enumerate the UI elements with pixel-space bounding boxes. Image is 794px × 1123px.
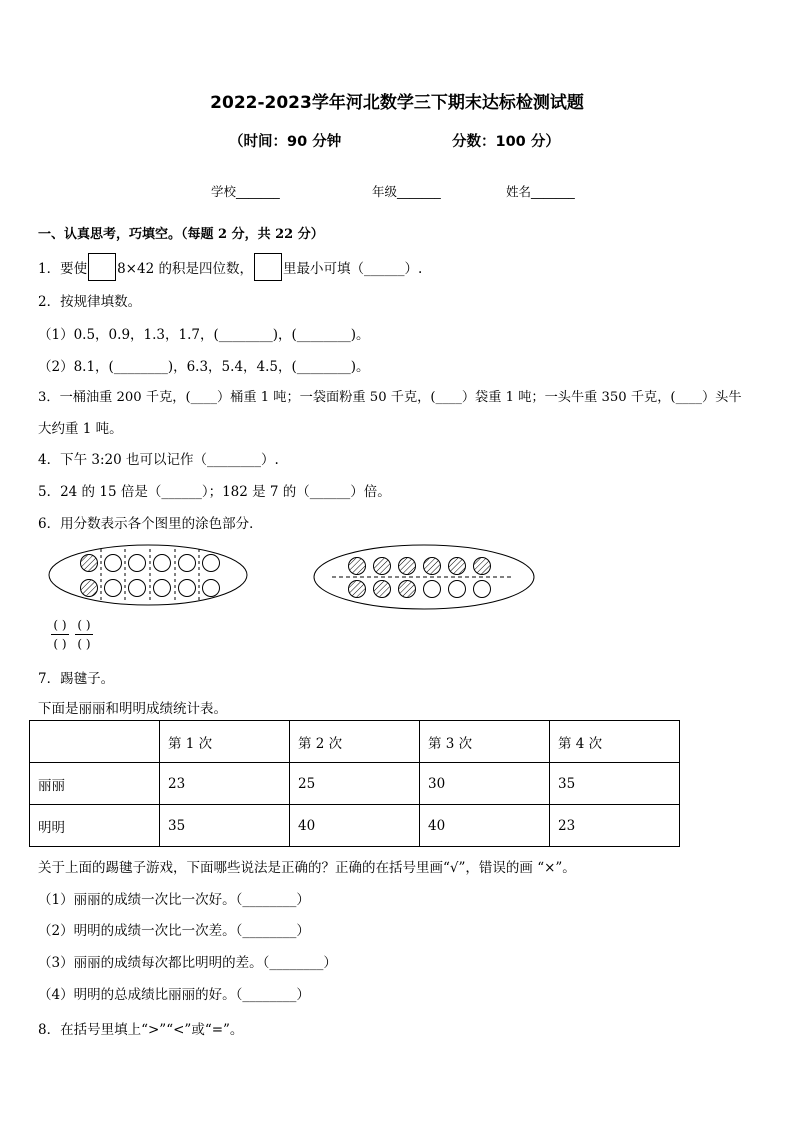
question-5: 5．24 的 15 倍是（______）；182 是 7 的（______）倍。 [38, 484, 391, 500]
question-7-statement-3: （3）丽丽的成绩每次都比明明的差。（________） [38, 955, 337, 971]
fraction-blank-1: ( ) ( ) [51, 618, 69, 651]
section-heading: 一、认真思考，巧填空。（每题 2 分，共 22 分） [38, 227, 324, 242]
table-cell: 明明 [30, 805, 160, 847]
ellipse-figure-1 [49, 545, 247, 605]
table-row [30, 805, 680, 847]
table-cell: 30 [420, 763, 550, 805]
score-info: 分数：100 分） [452, 134, 560, 150]
table-cell: 第 3 次 [420, 721, 550, 763]
table-cell: 第 2 次 [290, 721, 420, 763]
name-field: 姓名_______ [506, 184, 575, 199]
question-7-statement-1: （1）丽丽的成绩一次比一次好。（________） [38, 892, 310, 908]
question-7-question: 关于上面的踢毽子游戏，下面哪些说法是正确的？正确的在括号里画“√”，错误的画 “×”。 [38, 860, 576, 876]
question-1 [38, 253, 422, 281]
table-cell: 23 [550, 805, 680, 847]
question-7-statement-4: （4）明明的总成绩比丽丽的好。（________） [38, 987, 310, 1003]
q1-text-c: 里最小可填（______）. [282, 261, 423, 277]
table-cell [30, 721, 160, 763]
q1-text-b: 8×42 的积是四位数， [117, 261, 253, 277]
table-cell: 第 4 次 [550, 721, 680, 763]
time-info: （时间：90 分钟 [229, 134, 342, 150]
blank-box [88, 253, 116, 281]
question-2-line-2: （2）8.1，(________)，6.3，5.4，4.5，(________)。 [38, 359, 370, 375]
question-6-stem: 6．用分数表示各个图里的涂色部分． [38, 516, 263, 532]
score-table [29, 720, 680, 847]
page-title: 2022-2023学年河北数学三下期末达标检测试题 [210, 93, 584, 113]
fraction-blank-2: ( ) ( ) [75, 618, 93, 651]
question-7-stem: 7．踢毽子。 [38, 671, 115, 687]
table-cell: 40 [290, 805, 420, 847]
table-cell: 35 [550, 763, 680, 805]
ellipse-figure-2 [314, 545, 534, 609]
question-2-line-1: （1）0.5，0.9，1.3，1.7，(________)，(________)。 [38, 327, 370, 343]
table-cell: 25 [290, 763, 420, 805]
table-cell: 丽丽 [30, 763, 160, 805]
table-cell: 35 [160, 805, 290, 847]
question-7-intro: 下面是丽丽和明明成绩统计表。 [38, 701, 227, 717]
question-2-stem: 2．按规律填数。 [38, 294, 142, 310]
question-3-line-2: 大约重 1 吨。 [38, 421, 123, 437]
question-4: 4．下午 3:20 也可以记作（________）. [38, 452, 279, 468]
fraction-figures [40, 540, 550, 615]
school-field: 学校_______ [211, 184, 280, 199]
blank-box [254, 253, 282, 281]
table-row [30, 763, 680, 805]
table-header-row [30, 721, 680, 763]
table-cell: 40 [420, 805, 550, 847]
question-7-statement-2: （2）明明的成绩一次比一次差。（________） [38, 923, 310, 939]
question-8: 8．在括号里填上“>”“<”或“=”。 [38, 1022, 244, 1038]
grade-field: 年级_______ [372, 184, 441, 199]
question-3-line-1: 3．一桶油重 200 千克，(____）桶重 1 吨；一袋面粉重 50 千克，(____）袋重 1 吨；一头牛重 350 千克，(____）头牛 [38, 390, 742, 405]
q1-text-a: 1．要使 [38, 261, 88, 277]
table-cell: 第 1 次 [160, 721, 290, 763]
table-cell: 23 [160, 763, 290, 805]
